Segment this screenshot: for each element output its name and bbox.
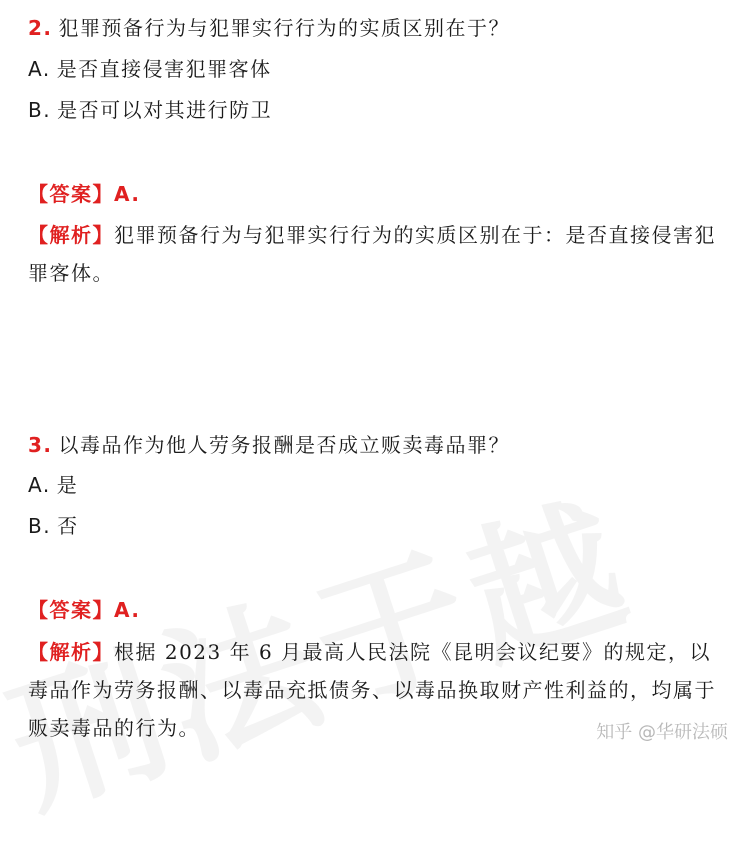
answer-tag: 【答案】 xyxy=(28,182,114,206)
question-3-title xyxy=(28,433,510,457)
answer-value: A. xyxy=(114,182,141,206)
answer-value: A. xyxy=(114,598,141,622)
analysis-tag: 【解析】 xyxy=(28,223,114,247)
option-letter: B. xyxy=(28,514,52,538)
question-2-option-b xyxy=(28,98,272,122)
option-text: 是否直接侵害犯罪客体 xyxy=(56,57,272,81)
analysis-tag: 【解析】 xyxy=(28,640,114,664)
option-letter: A. xyxy=(28,473,51,497)
option-text: 否 xyxy=(57,514,79,538)
analysis-text: 根据 2023 年 6 月最高人民法院《昆明会议纪要》的规定，以毒品作为劳务报酬、以毒品充抵债务、以毒品换取财产性利益的，均属于贩卖毒品的行为。 xyxy=(28,640,716,740)
question-2-answer xyxy=(28,182,140,206)
option-letter: B. xyxy=(28,98,52,122)
analysis-text: 犯罪预备行为与犯罪实行行为的实质区别在于：是否直接侵害犯罪客体。 xyxy=(28,223,716,285)
option-text: 是 xyxy=(56,473,79,497)
answer-tag: 【答案】 xyxy=(28,598,114,622)
question-3-option-b xyxy=(28,514,79,538)
footer-watermark: 知乎 @华研法硕 xyxy=(596,722,728,743)
option-text: 是否可以对其进行防卫 xyxy=(57,98,273,122)
question-3-answer xyxy=(28,598,140,622)
option-letter: A. xyxy=(28,57,51,81)
question-2-title xyxy=(28,16,510,40)
question-text: 犯罪预备行为与犯罪实行行为的实质区别在于？ xyxy=(58,16,511,40)
question-text: 以毒品作为他人劳务报酬是否成立贩卖毒品罪？ xyxy=(58,433,511,457)
question-number: 3. xyxy=(28,433,53,457)
question-2-analysis xyxy=(28,216,722,292)
question-2-option-a xyxy=(28,57,272,81)
question-3-option-a xyxy=(28,473,78,497)
question-number: 2. xyxy=(28,16,53,40)
